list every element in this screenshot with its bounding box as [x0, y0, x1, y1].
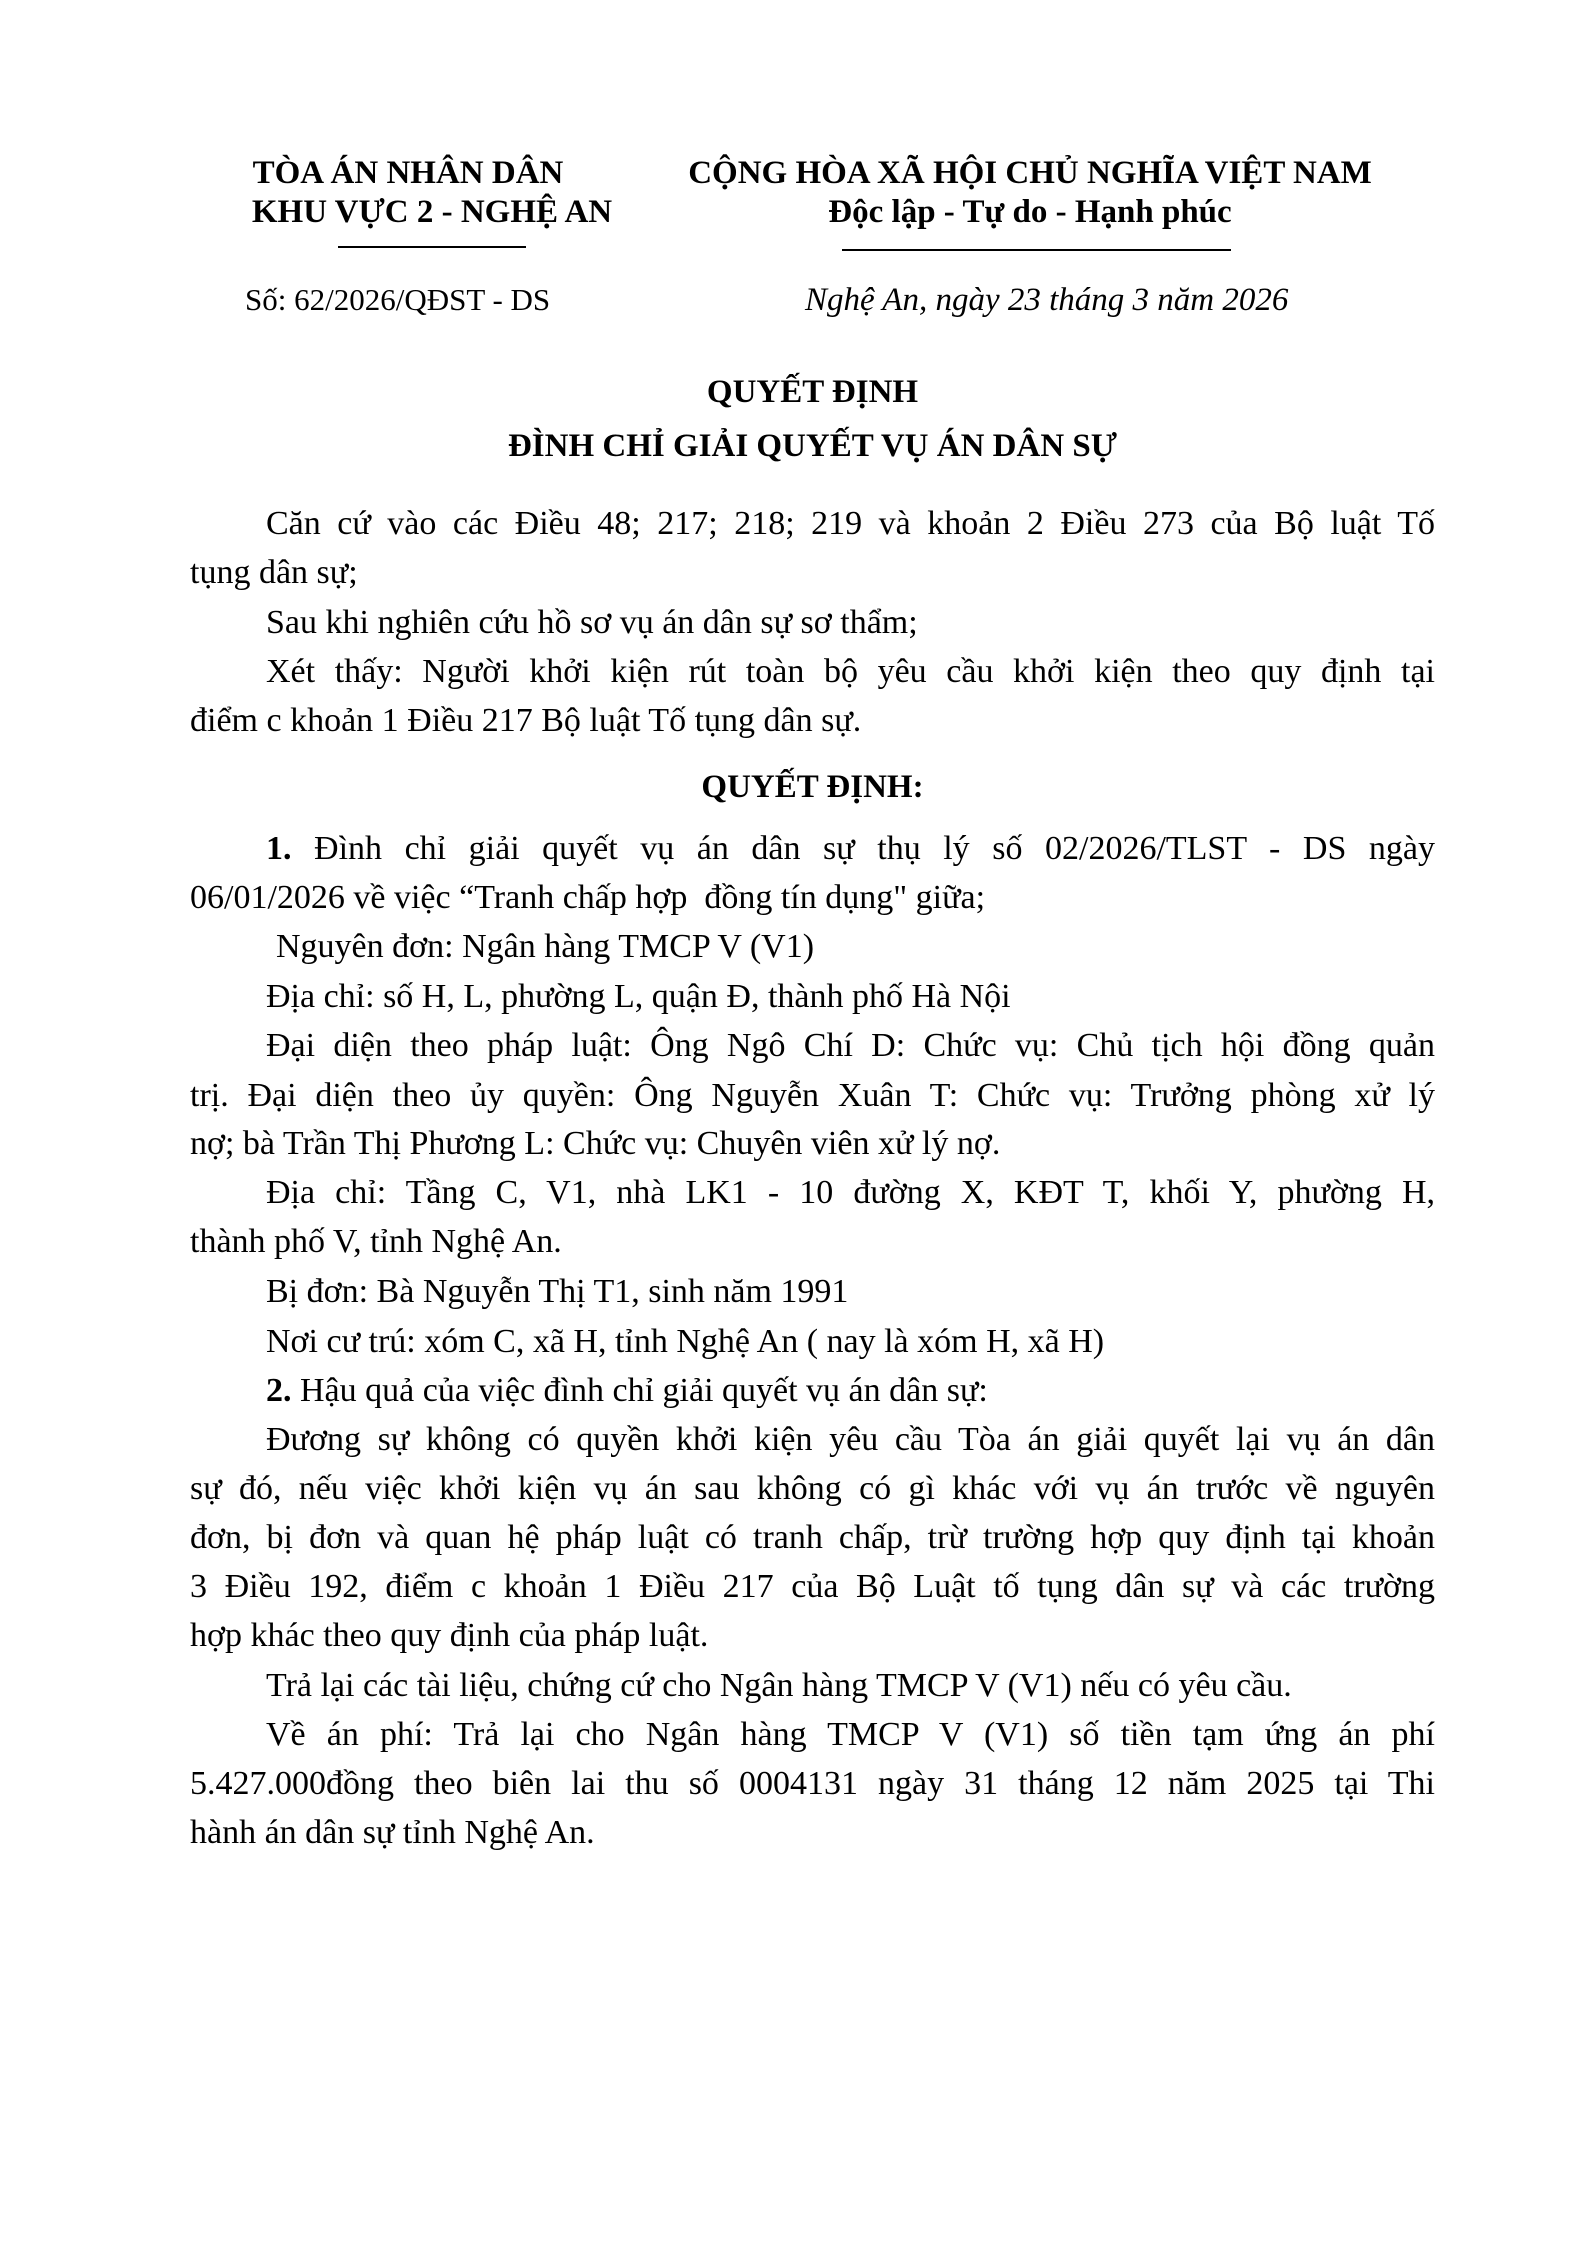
national-title: CỘNG HÒA XÃ HỘI CHỦ NGHĨA VIỆT NAM: [688, 155, 1372, 191]
item-number: 1.: [266, 830, 292, 867]
text-line: Nguyên đơn: Ngân hàng TMCP V (V1): [276, 928, 815, 965]
national-motto: Độc lập - Tự do - Hạnh phúc: [828, 194, 1232, 230]
text-line: [266, 1371, 1435, 1411]
text-line: Nơi cư trú: xóm C, xã H, tỉnh Nghệ An ( nay là xóm H, xã H): [266, 1323, 1105, 1360]
text-line: đơn, bị đơn và quan hệ pháp luật có tranh chấp, trừ trường hợp quy định tại khoản: [190, 1519, 1435, 1556]
item-number: 2.: [266, 1372, 292, 1409]
document-title: QUYẾT ĐỊNH: [706, 374, 919, 410]
document-number: Số: 62/2026/QĐST - DS: [245, 282, 551, 317]
text-line: Đương sự không có quyền khởi kiện yêu cầu Tòa án giải quyết lại vụ án dân: [266, 1421, 1435, 1458]
text-line: Xét thấy: Người khởi kiện rút toàn bộ yêu cầu khởi kiện theo quy định tại: [266, 653, 1435, 690]
text-line: Sau khi nghiên cứu hồ sơ vụ án dân sự sơ thẩm;: [266, 604, 918, 641]
place-date: Nghệ An, ngày 23 tháng 3 năm 2026: [805, 282, 1289, 318]
text-line: 06/01/2026 về việc “Tranh chấp hợp đồng tín dụng" giữa;: [190, 879, 986, 916]
text-line: điểm c khoản 1 Điều 217 Bộ luật Tố tụng dân sự.: [190, 702, 862, 739]
item-text: Hậu quả của việc đình chỉ giải quyết vụ án dân sự:: [291, 1372, 988, 1409]
motto-underline-divider: [842, 249, 1231, 251]
text-line: thành phố V, tỉnh Nghệ An.: [190, 1223, 562, 1260]
text-line: Địa chỉ: số H, L, phường L, quận Đ, thành phố Hà Nội: [266, 978, 1011, 1015]
text-line: 5.427.000đồng theo biên lai thu số 0004131 ngày 31 tháng 12 năm 2025 tại Thi: [190, 1765, 1435, 1802]
text-line: hành án dân sự tỉnh Nghệ An.: [190, 1814, 595, 1851]
court-name-line2: KHU VỰC 2 - NGHỆ AN: [251, 194, 613, 230]
text-line: trị. Đại diện theo ủy quyền: Ông Nguyễn Xuân T: Chức vụ: Trưởng phòng xử lý: [190, 1077, 1435, 1114]
text-line: Bị đơn: Bà Nguyễn Thị T1, sinh năm 1991: [266, 1273, 849, 1310]
text-line: sự đó, nếu việc khởi kiện vụ án sau không có gì khác với vụ án trước về nguyên: [190, 1470, 1435, 1507]
text-line: nợ; bà Trần Thị Phương L: Chức vụ: Chuyên viên xử lý nợ.: [190, 1125, 1001, 1162]
text-line: Đại diện theo pháp luật: Ông Ngô Chí D: Chức vụ: Chủ tịch hội đồng quản: [266, 1027, 1435, 1064]
text-line: hợp khác theo quy định của pháp luật.: [190, 1617, 709, 1654]
item-text: Đình chỉ giải quyết vụ án dân sự thụ lý số 02/2026/TLST - DS ngày: [291, 830, 1435, 867]
text-line: 3 Điều 192, điểm c khoản 1 Điều 217 của Bộ Luật tố tụng dân sự và các trường: [190, 1568, 1435, 1605]
text-line: [266, 829, 1435, 869]
court-name-line1: TÒA ÁN NHÂN DÂN: [252, 155, 564, 191]
decision-heading: QUYẾT ĐỊNH:: [701, 769, 924, 805]
court-underline-divider: [338, 246, 526, 248]
text-line: Căn cứ vào các Điều 48; 217; 218; 219 và khoản 2 Điều 273 của Bộ luật Tố: [266, 505, 1435, 542]
document-subtitle: ĐÌNH CHỈ GIẢI QUYẾT VỤ ÁN DÂN SỰ: [507, 428, 1118, 464]
text-line: Về án phí: Trả lại cho Ngân hàng TMCP V (V1) số tiền tạm ứng án phí: [266, 1716, 1435, 1753]
text-line: tụng dân sự;: [190, 554, 358, 591]
text-line: Địa chỉ: Tầng C, V1, nhà LK1 - 10 đường X, KĐT T, khối Y, phường H,: [266, 1174, 1435, 1211]
text-line: Trả lại các tài liệu, chứng cứ cho Ngân hàng TMCP V (V1) nếu có yêu cầu.: [266, 1667, 1292, 1704]
